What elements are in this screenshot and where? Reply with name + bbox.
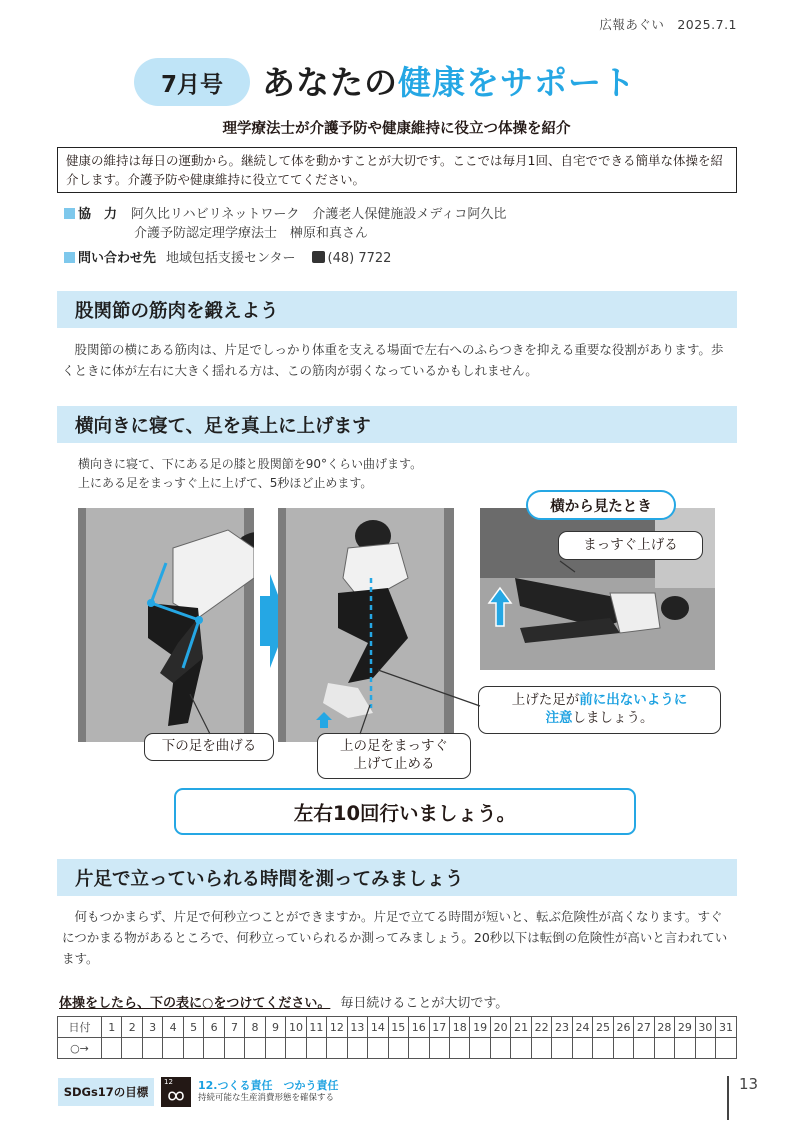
day-cell: 27 — [634, 1017, 654, 1038]
date-label: 日付 — [58, 1017, 102, 1038]
mark-cell[interactable] — [716, 1038, 737, 1059]
mark-cell[interactable] — [675, 1038, 695, 1059]
mark-cell[interactable] — [142, 1038, 162, 1059]
section1-body: 股関節の横にある筋肉は、片足でしっかり体重を支える場面で左右へのふらつきを抑える重要な役割があります。歩くときに体が左右に大きく揺れる方は、この筋肉が弱くなっているかもしれません。 — [62, 342, 724, 378]
day-cell: 12 — [327, 1017, 347, 1038]
section3-heading: 片足で立っていられる時間を測ってみましょう — [57, 859, 737, 896]
mark-cell[interactable] — [368, 1038, 388, 1059]
exercise-log-table — [57, 1016, 737, 1059]
warning-highlight1: 前に出ないように — [579, 692, 688, 708]
day-cell: 10 — [286, 1017, 306, 1038]
sdgs-label: SDGs17の目標 — [58, 1078, 154, 1106]
mark-cell[interactable] — [204, 1038, 224, 1059]
cooperation-line2: 介護予防認定理学療法士 榊原和真さん — [134, 226, 369, 241]
table-note: 毎日続けることが大切です。 — [340, 996, 509, 1011]
bullet-square-icon — [64, 252, 75, 263]
cooperation-label: 協 力 — [78, 207, 118, 222]
subtitle: 理学療法士が介護予防や健康維持に役立つ体操を紹介 — [222, 121, 571, 137]
mark-cell[interactable] — [286, 1038, 306, 1059]
callout-raise-leg — [317, 733, 471, 779]
day-cell: 16 — [409, 1017, 429, 1038]
sdgs-goal12-icon — [161, 1077, 191, 1107]
day-cell: 1 — [102, 1017, 122, 1038]
mark-cell[interactable] — [388, 1038, 408, 1059]
sdgs-goal-subtitle: 持続可能な生産消費形態を確保する — [198, 1093, 335, 1103]
sdgs-goal-title: 12.つくる責任 つかう責任 — [198, 1079, 339, 1092]
table-instruction: 体操をしたら、下の表に○をつけてください。 — [59, 996, 331, 1011]
day-cell: 28 — [654, 1017, 674, 1038]
day-cell: 26 — [613, 1017, 633, 1038]
mark-cell[interactable] — [327, 1038, 347, 1059]
intro-box: 健康の維持は毎日の運動から。継続して体を動かすことが大切です。ここでは毎月1回、自宅でできる簡単な体操を紹介します。介護予防や健康維持に役立ててください。 — [57, 147, 737, 193]
page-title — [262, 57, 636, 104]
mark-cell[interactable] — [490, 1038, 510, 1059]
warning-highlight2: 注意 — [545, 710, 573, 726]
warning-post: しましょう。 — [572, 710, 654, 726]
day-cell: 15 — [388, 1017, 408, 1038]
day-cell: 7 — [224, 1017, 244, 1038]
callout-raise-line2: 上げて止める — [353, 756, 435, 772]
bullet-square-icon — [64, 208, 75, 219]
mark-cell[interactable] — [634, 1038, 654, 1059]
mark-cell[interactable] — [122, 1038, 142, 1059]
day-cell: 11 — [306, 1017, 326, 1038]
day-cell: 22 — [531, 1017, 551, 1038]
cooperation-row — [64, 203, 506, 222]
warning-line2 — [479, 709, 720, 727]
warning-pre: 上げた足が — [511, 692, 580, 708]
mark-cell[interactable] — [572, 1038, 592, 1059]
day-cell: 19 — [470, 1017, 490, 1038]
title-prefix: あなたの — [262, 63, 398, 102]
title-highlight: 健康をサポート — [398, 63, 636, 102]
mark-cell[interactable] — [531, 1038, 551, 1059]
day-cell: 24 — [572, 1017, 592, 1038]
page-number: 13 — [739, 1075, 759, 1093]
warning-line1 — [479, 691, 720, 709]
day-cell: 14 — [368, 1017, 388, 1038]
mark-cell[interactable] — [613, 1038, 633, 1059]
day-cell: 4 — [163, 1017, 183, 1038]
photo-bent-leg — [78, 508, 254, 742]
contact-row — [64, 247, 391, 266]
day-cell: 9 — [265, 1017, 285, 1038]
person-figure — [278, 508, 454, 742]
day-cell: 23 — [552, 1017, 572, 1038]
day-cell: 21 — [511, 1017, 531, 1038]
day-cell: 30 — [695, 1017, 715, 1038]
table-row-dates — [58, 1017, 737, 1038]
warning-callout — [478, 686, 721, 734]
contact-phone: (48) 7722 — [327, 251, 392, 266]
side-view-badge: 横から見たとき — [526, 490, 676, 520]
mark-cell[interactable] — [695, 1038, 715, 1059]
mark-cell[interactable] — [347, 1038, 367, 1059]
mark-cell[interactable] — [429, 1038, 449, 1059]
day-cell: 29 — [675, 1017, 695, 1038]
day-cell: 2 — [122, 1017, 142, 1038]
sdgs-icon-number: 12 — [164, 1078, 173, 1086]
day-cell: 5 — [183, 1017, 203, 1038]
mark-cell[interactable] — [102, 1038, 122, 1059]
section3-body: 何もつかまらず、片足で何秒立つことができますか。片足で立てる時間が短いと、転ぶ危険性が高くなります。すぐにつかまる物があるところで、何秒立っていられるか測ってみましょう。20秒以下は転倒の危険性が高いと言われています。 — [62, 909, 728, 966]
mark-label: ○→ — [58, 1038, 102, 1059]
day-cell: 13 — [347, 1017, 367, 1038]
callout-raise-line1: 上の足をまっすぐ — [340, 738, 448, 754]
section1-heading: 股関節の筋肉を鍛えよう — [57, 291, 737, 328]
mark-cell[interactable] — [511, 1038, 531, 1059]
step2-text: 上にある足をまっすぐ上に上げて、5秒ほど止めます。 — [78, 476, 373, 490]
step1-text: 横向きに寝て、下にある足の膝と股関節を90°くらい曲げます。 — [78, 457, 423, 471]
mark-cell[interactable] — [449, 1038, 469, 1059]
person-figure — [78, 508, 254, 742]
day-cell: 3 — [142, 1017, 162, 1038]
photo-raised-leg — [278, 508, 454, 742]
day-cell: 25 — [593, 1017, 613, 1038]
issue-date: 広報あぐい 2025.7.1 — [599, 17, 737, 32]
callout-straight-up: まっすぐ上げる — [558, 531, 703, 560]
mark-cell[interactable] — [224, 1038, 244, 1059]
mark-cell[interactable] — [654, 1038, 674, 1059]
day-cell: 31 — [716, 1017, 737, 1038]
table-title — [59, 992, 508, 1011]
mark-cell[interactable] — [409, 1038, 429, 1059]
month-badge: 7月号 — [134, 58, 250, 106]
day-cell: 8 — [245, 1017, 265, 1038]
mark-cell[interactable] — [470, 1038, 490, 1059]
infinity-icon — [161, 1077, 191, 1107]
mark-cell[interactable] — [183, 1038, 203, 1059]
day-cell: 20 — [490, 1017, 510, 1038]
mark-cell[interactable] — [552, 1038, 572, 1059]
section2-heading: 横向きに寝て、足を真上に上げます — [57, 406, 737, 443]
mark-cell[interactable] — [265, 1038, 285, 1059]
cooperation-line1: 阿久比リハビリネットワーク 介護老人保健施設メディコ阿久比 — [131, 207, 507, 222]
mark-cell[interactable] — [245, 1038, 265, 1059]
day-cell: 18 — [449, 1017, 469, 1038]
repeat-instruction: 左右10回行いましょう。 — [174, 788, 636, 835]
table-row-marks — [58, 1038, 737, 1059]
mark-cell[interactable] — [306, 1038, 326, 1059]
page-number-rule — [727, 1076, 729, 1120]
mark-cell[interactable] — [593, 1038, 613, 1059]
contact-label: 問い合わせ先 — [78, 251, 157, 266]
day-cell: 17 — [429, 1017, 449, 1038]
mark-cell[interactable] — [163, 1038, 183, 1059]
phone-icon — [312, 251, 325, 263]
day-cell: 6 — [204, 1017, 224, 1038]
contact-org: 地域包括支援センター — [166, 251, 296, 266]
callout-bend-leg: 下の足を曲げる — [144, 733, 274, 761]
